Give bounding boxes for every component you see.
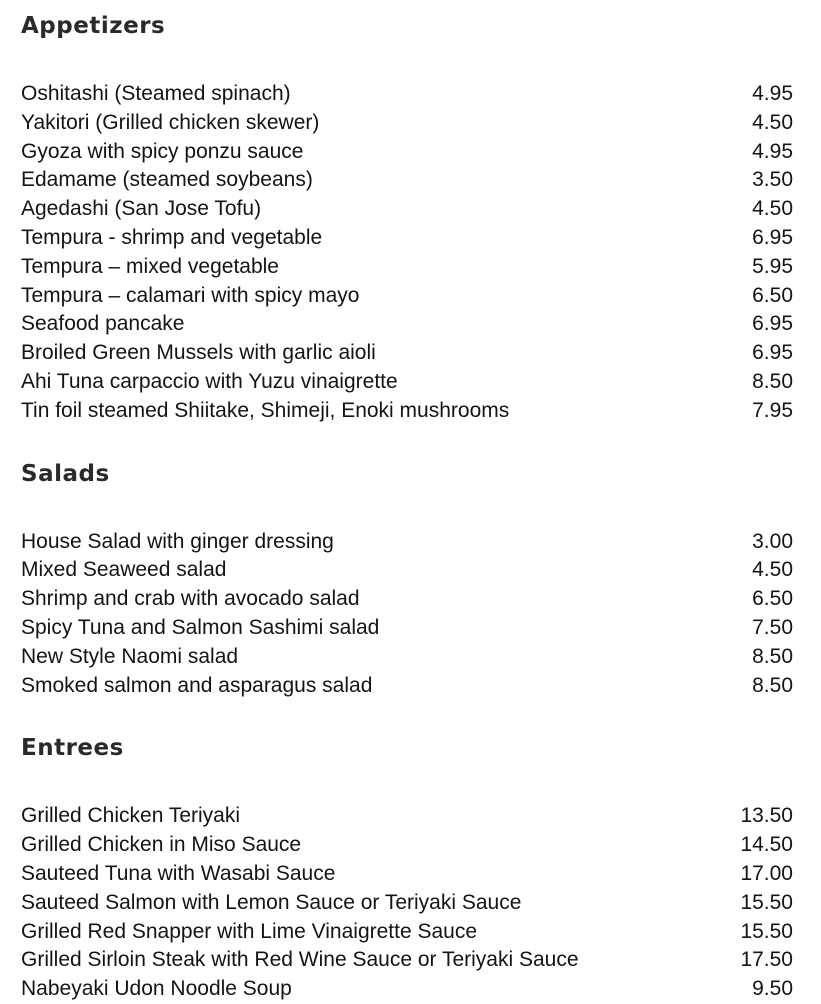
item-price: 3.50 (752, 168, 793, 192)
item-name: Sauteed Tuna with Wasabi Sauce (21, 861, 336, 885)
item-name: Grilled Sirloin Steak with Red Wine Sauce or Teriyaki Sauce (21, 948, 579, 972)
section-salads (21, 456, 793, 701)
item-price: 8.50 (752, 673, 793, 697)
menu-item (21, 195, 793, 224)
menu-item (21, 585, 793, 614)
menu-item (21, 614, 793, 643)
item-name: Shrimp and crab with avocado salad (21, 587, 360, 611)
item-price: 15.50 (740, 890, 793, 914)
item-price: 7.95 (752, 398, 793, 422)
item-name: Grilled Chicken in Miso Sauce (21, 833, 302, 857)
item-list (21, 528, 793, 701)
menu-item (21, 643, 793, 672)
item-price: 6.95 (752, 312, 793, 336)
item-price: 4.95 (752, 82, 793, 105)
item-name: Edamame (steamed soybeans) (21, 168, 313, 192)
menu-item (21, 253, 793, 282)
item-name: Nabeyaki Udon Noodle Soup (21, 977, 292, 1001)
menu-item (21, 282, 793, 311)
section-entrees (21, 730, 793, 1004)
menu-item (21, 138, 793, 167)
item-price: 4.50 (752, 197, 793, 221)
section-title: Salads (21, 460, 110, 487)
menu-item (21, 831, 793, 860)
item-price: 13.50 (740, 804, 793, 828)
item-name: Tempura – calamari with spicy mayo (21, 283, 360, 307)
menu-item (21, 556, 793, 585)
item-name: Tempura – mixed vegetable (21, 254, 279, 278)
item-name: Tempura - shrimp and vegetable (21, 225, 323, 249)
item-price: 15.50 (740, 919, 793, 943)
item-list (21, 80, 793, 426)
menu-item (21, 528, 793, 557)
item-name: Spicy Tuna and Salmon Sashimi salad (21, 615, 380, 639)
item-price: 4.50 (752, 110, 793, 134)
item-price: 8.50 (752, 369, 793, 393)
item-price: 6.50 (752, 587, 793, 611)
section-spacer (21, 426, 793, 456)
menu-item (21, 166, 793, 195)
item-price: 14.50 (740, 833, 793, 857)
section-appetizers (21, 8, 793, 426)
section-title: Entrees (21, 735, 124, 762)
item-price: 5.95 (752, 254, 793, 278)
menu-item (21, 310, 793, 339)
item-name: Oshitashi (Steamed spinach) (21, 82, 291, 105)
item-price: 8.50 (752, 644, 793, 668)
item-name: Broiled Green Mussels with garlic aioli (21, 341, 376, 365)
item-name: Sauteed Salmon with Lemon Sauce or Teriyaki Sauce (21, 890, 522, 914)
menu-item (21, 802, 793, 831)
menu-item (21, 946, 793, 975)
item-price: 9.50 (752, 977, 793, 1001)
item-name: Mixed Seaweed salad (21, 558, 227, 582)
menu-item (21, 397, 793, 426)
item-name: Grilled Red Snapper with Lime Vinaigrette Sauce (21, 919, 478, 943)
menu-item (21, 339, 793, 368)
menu-item (21, 224, 793, 253)
item-price: 6.95 (752, 341, 793, 365)
item-price: 6.95 (752, 225, 793, 249)
item-name: Tin foil steamed Shiitake, Shimeji, Enoki mushrooms (21, 398, 510, 422)
menu-item (21, 889, 793, 918)
item-name: Smoked salmon and asparagus salad (21, 673, 373, 697)
section-spacer (21, 700, 793, 730)
section-title: Appetizers (21, 13, 166, 39)
item-name: House Salad with ginger dressing (21, 529, 334, 553)
item-price: 6.50 (752, 283, 793, 307)
menu-item (21, 80, 793, 109)
item-name: Ahi Tuna carpaccio with Yuzu vinaigrette (21, 369, 398, 393)
menu-item (21, 918, 793, 947)
item-price: 7.50 (752, 615, 793, 639)
menu-item (21, 368, 793, 397)
item-price: 17.50 (740, 948, 793, 972)
item-price: 17.00 (740, 861, 793, 885)
item-price: 4.50 (752, 558, 793, 582)
item-list (21, 802, 793, 1004)
item-price: 3.00 (752, 529, 793, 553)
menu-item (21, 672, 793, 701)
item-name: Grilled Chicken Teriyaki (21, 804, 241, 828)
menu-page (21, 8, 793, 1004)
menu-item (21, 860, 793, 889)
item-name: Yakitori (Grilled chicken skewer) (21, 110, 320, 134)
item-name: Agedashi (San Jose Tofu) (21, 197, 262, 221)
menu-item (21, 109, 793, 138)
item-name: Seafood pancake (21, 312, 185, 336)
item-name: New Style Naomi salad (21, 644, 239, 668)
item-name: Gyoza with spicy ponzu sauce (21, 139, 304, 163)
item-price: 4.95 (752, 139, 793, 163)
